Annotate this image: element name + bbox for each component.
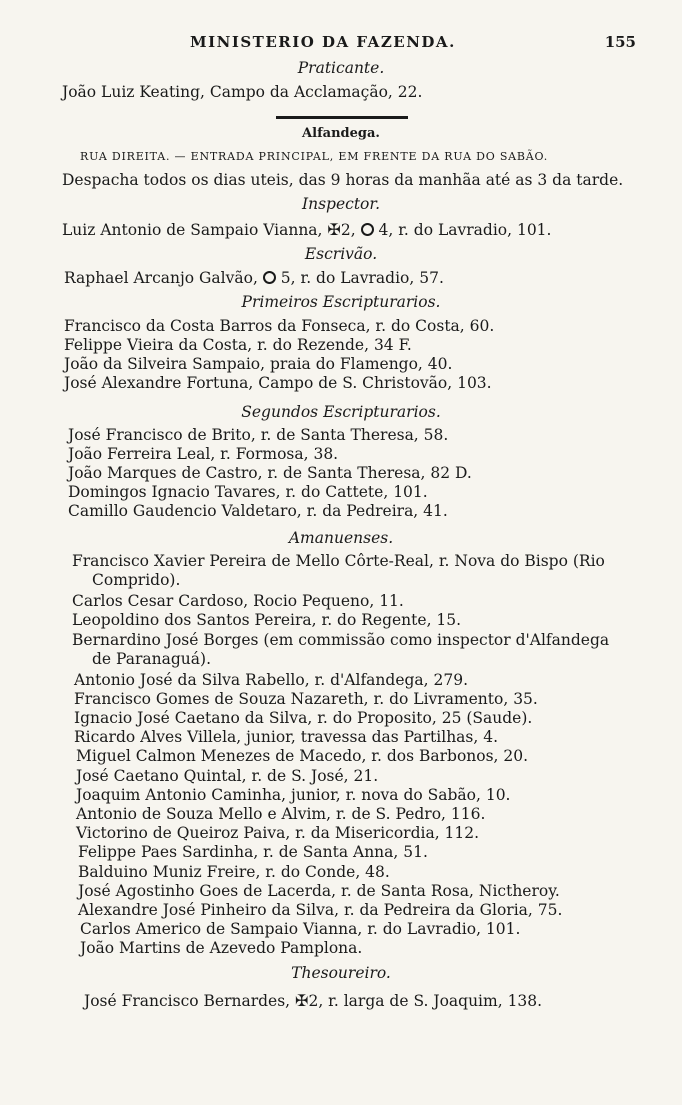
list-item: Felippe Paes Sardinha, r. de Santa Anna, 51. — [78, 843, 428, 861]
maltese-cross-icon: ✠ — [295, 991, 309, 1010]
list-item: José Agostinho Goes de Lacerda, r. de Santa Rosa, Nictheroy. — [78, 882, 560, 900]
heading-inspector: Inspector. — [301, 195, 381, 213]
entry-praticante: João Luiz Keating, Campo da Acclamação, 22. — [62, 83, 423, 101]
list-item: José Alexandre Fortuna, Campo de S. Christovão, 103. — [64, 374, 492, 392]
list-item: Carlos Cesar Cardoso, Rocio Pequeno, 11. — [72, 592, 404, 610]
list-item: Camillo Gaudencio Valdetaro, r. da Pedreira, 41. — [68, 502, 448, 520]
list-item: José Francisco de Brito, r. de Santa Theresa, 58. — [68, 426, 449, 444]
heading-primeiros: Primeiros Escripturarios. — [241, 293, 441, 311]
list-item: Miguel Calmon Menezes de Macedo, r. dos Barbonos, 20. — [76, 747, 529, 765]
entry-escrivao — [64, 268, 444, 288]
list-item: Bernardino José Borges (em commissão como inspector d'Alfandega — [72, 631, 610, 649]
thesoureiro-address: 2, r. larga de S. Joaquim, 138. — [308, 992, 543, 1010]
list-item: Francisco Gomes de Souza Nazareth, r. do Livramento, 35. — [74, 690, 538, 708]
medal-icon — [361, 223, 374, 236]
list-item: Domingos Ignacio Tavares, r. do Cattete, 101. — [68, 483, 428, 501]
heading-segundos: Segundos Escripturarios. — [241, 403, 441, 421]
thesoureiro-name: José Francisco Bernardes, — [84, 992, 291, 1010]
list-item-continuation: Comprido). — [92, 571, 181, 589]
escrivao-name: Raphael Arcanjo Galvão, — [64, 269, 258, 287]
inspector-name: Luiz Antonio de Sampaio Vianna, — [62, 221, 323, 239]
page-title: MINISTERIO DA FAZENDA. — [190, 33, 456, 51]
list-item: Francisco Xavier Pereira de Mello Côrte-Real, r. Nova do Bispo (Rio — [72, 552, 605, 570]
list-item: Ricardo Alves Villela, junior, travessa das Partilhas, 4. — [74, 728, 499, 746]
list-item: Balduino Muniz Freire, r. do Conde, 48. — [78, 863, 390, 881]
entry-inspector — [62, 220, 551, 240]
list-item: Ignacio José Caetano da Silva, r. do Proposito, 25 (Saude). — [74, 709, 533, 727]
maltese-cross-icon: ✠ — [327, 220, 341, 239]
heading-alfandega: Alfandega. — [302, 126, 380, 141]
running-header — [0, 33, 682, 53]
entry-thesoureiro — [84, 991, 542, 1011]
hours-line: Despacha todos os dias uteis, das 9 horas da manhãa até as 3 da tarde. — [62, 171, 624, 189]
list-item: Felippe Vieira da Costa, r. do Rezende, 34 F. — [64, 336, 412, 354]
heading-thesoureiro: Thesoureiro. — [291, 964, 391, 982]
list-item: Francisco da Costa Barros da Fonseca, r. do Costa, 60. — [64, 317, 495, 335]
heading-amanuenses: Amanuenses. — [288, 529, 394, 547]
medal-icon — [263, 271, 276, 284]
list-item: Joaquim Antonio Caminha, junior, r. nova do Sabão, 10. — [76, 786, 511, 804]
list-item: Leopoldino dos Santos Pereira, r. do Regente, 15. — [72, 611, 462, 629]
inspector-address: 4, r. do Lavradio, 101. — [378, 221, 552, 239]
list-item: João Martins de Azevedo Pamplona. — [80, 939, 363, 957]
page-number: 155 — [604, 33, 636, 51]
heading-escrivao: Escrivão. — [304, 245, 378, 263]
section-divider — [276, 116, 408, 119]
list-item: João Marques de Castro, r. de Santa Theresa, 82 D. — [68, 464, 472, 482]
list-item: Victorino de Queiroz Paiva, r. da Misericordia, 112. — [76, 824, 480, 842]
list-item: Antonio José da Silva Rabello, r. d'Alfandega, 279. — [74, 671, 469, 689]
list-item: João Ferreira Leal, r. Formosa, 38. — [68, 445, 339, 463]
escrivao-address: 5, r. do Lavradio, 57. — [280, 269, 444, 287]
list-item: Antonio de Souza Mello e Alvim, r. de S. Pedro, 116. — [76, 805, 486, 823]
location-line: RUA DIREITA. — ENTRADA PRINCIPAL, EM FRENTE DA RUA DO SABÃO. — [80, 150, 549, 163]
list-item: Carlos Americo de Sampaio Vianna, r. do Lavradio, 101. — [80, 920, 521, 938]
list-item: Alexandre José Pinheiro da Silva, r. da Pedreira da Gloria, 75. — [78, 901, 563, 919]
list-item-continuation: de Paranaguá). — [92, 650, 211, 668]
heading-praticante: Praticante. — [297, 59, 385, 77]
list-item: José Caetano Quintal, r. de S. José, 21. — [76, 767, 379, 785]
list-item: João da Silveira Sampaio, praia do Flamengo, 40. — [64, 355, 453, 373]
inspector-order: 2, — [340, 221, 356, 239]
